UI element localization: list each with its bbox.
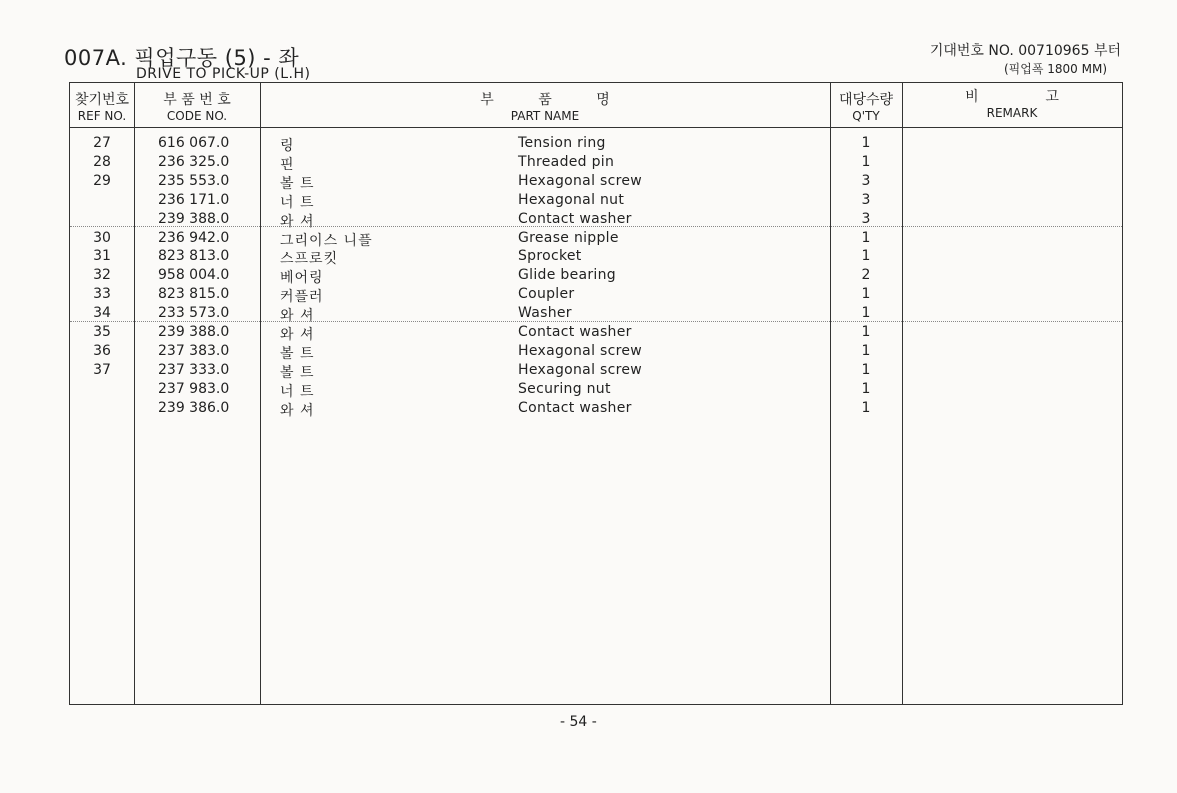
table-row — [70, 381, 1122, 400]
name-en-cell: Contact washer — [518, 210, 632, 227]
table-row — [70, 173, 1122, 192]
table-row — [70, 400, 1122, 419]
table-row — [70, 154, 1122, 173]
code-cell: 236 942.0 — [158, 229, 230, 246]
col-header-ref-ko: 찾기번호 — [74, 92, 130, 108]
name-en-cell: Hexagonal screw — [518, 361, 643, 378]
parts-table — [69, 82, 1123, 705]
qty-cell: 1 — [861, 248, 871, 265]
code-cell: 237 383.0 — [158, 342, 230, 359]
page-number: - 54 - — [560, 714, 597, 730]
name-en-cell: Hexagonal nut — [518, 191, 625, 208]
name-ko-cell: 너 트 — [280, 383, 315, 400]
name-ko-cell: 핀 — [280, 156, 295, 173]
ref-cell: 28 — [93, 153, 111, 170]
code-cell: 233 573.0 — [158, 305, 230, 322]
code-cell: 239 386.0 — [158, 399, 230, 416]
qty-cell: 1 — [861, 380, 871, 397]
col-header-code — [134, 92, 260, 124]
ref-cell: 32 — [93, 267, 111, 284]
qty-cell: 1 — [861, 342, 871, 359]
table-row — [70, 362, 1122, 381]
table-row — [70, 343, 1122, 362]
qty-cell: 1 — [861, 305, 871, 322]
qty-cell: 1 — [861, 286, 871, 303]
name-en-cell: Threaded pin — [518, 153, 615, 170]
col-header-code-ko: 부 품 번 호 — [163, 92, 231, 108]
code-cell: 236 325.0 — [158, 153, 230, 170]
table-row — [70, 305, 1122, 324]
ref-cell: 36 — [93, 342, 111, 359]
col-header-name-ko: 부 품 명 — [480, 92, 610, 108]
name-en-cell: Grease nipple — [518, 229, 619, 246]
code-cell: 823 813.0 — [158, 248, 230, 265]
table-row — [70, 211, 1122, 230]
name-en-cell: Tension ring — [518, 135, 606, 151]
code-cell: 237 983.0 — [158, 380, 230, 397]
col-header-code-en: CODE NO. — [166, 109, 228, 123]
name-en-cell: Sprocket — [518, 248, 582, 265]
col-header-ref — [70, 92, 134, 124]
page-subtitle: DRIVE TO PICK-UP (L.H) — [136, 66, 311, 82]
code-cell: 236 171.0 — [158, 191, 230, 208]
code-cell: 823 815.0 — [158, 286, 230, 303]
qty-cell: 3 — [861, 210, 871, 227]
code-cell: 239 388.0 — [158, 324, 230, 340]
name-en-cell: Washer — [518, 305, 572, 322]
name-ko-cell: 커플러 — [280, 289, 324, 306]
name-en-cell: Contact washer — [518, 399, 632, 416]
ref-cell: 35 — [93, 324, 111, 340]
qty-cell: 1 — [861, 399, 871, 416]
col-header-remark-ko: 비 고 — [965, 89, 1059, 105]
name-en-cell: Coupler — [518, 286, 575, 303]
ref-cell: 30 — [93, 229, 111, 246]
qty-cell: 2 — [861, 267, 871, 284]
table-row — [70, 248, 1122, 267]
ref-cell: 29 — [93, 172, 111, 189]
table-row — [70, 192, 1122, 211]
qty-cell: 1 — [861, 135, 871, 151]
col-header-qty-en: Q'TY — [852, 109, 880, 123]
qty-cell: 1 — [861, 324, 871, 340]
col-header-remark — [902, 89, 1122, 121]
code-cell: 237 333.0 — [158, 361, 230, 378]
name-en-cell: Hexagonal screw — [518, 172, 643, 189]
ref-cell: 37 — [93, 361, 111, 378]
qty-cell: 1 — [861, 153, 871, 170]
table-row — [70, 135, 1122, 154]
ref-cell: 31 — [93, 248, 111, 265]
name-ko-cell: 볼 트 — [280, 364, 315, 381]
col-header-name-en: PART NAME — [510, 109, 580, 123]
name-ko-cell: 링 — [280, 138, 295, 154]
ref-cell: 34 — [93, 305, 111, 322]
qty-cell: 3 — [861, 191, 871, 208]
name-ko-cell: 볼 트 — [280, 175, 315, 192]
name-en-cell: Hexagonal screw — [518, 342, 643, 359]
table-row — [70, 324, 1122, 343]
col-header-name — [260, 92, 830, 124]
col-header-qty — [830, 92, 902, 124]
name-en-cell: Glide bearing — [518, 267, 616, 284]
code-cell: 958 004.0 — [158, 267, 230, 284]
name-ko-cell: 너 트 — [280, 194, 315, 211]
ref-cell: 33 — [93, 286, 111, 303]
col-header-ref-en: REF NO. — [77, 109, 127, 123]
name-ko-cell: 와 셔 — [280, 327, 315, 343]
page-title: 007A. 픽업구동 (5) - 좌 — [64, 46, 300, 70]
header-divider — [70, 127, 1122, 128]
ref-cell: 27 — [93, 135, 111, 151]
code-cell: 235 553.0 — [158, 172, 230, 189]
table-row — [70, 230, 1122, 249]
name-ko-cell: 볼 트 — [280, 345, 315, 362]
model-number: 기대번호 NO. 00710965 부터 — [929, 43, 1121, 59]
qty-cell: 1 — [861, 361, 871, 378]
name-en-cell: Securing nut — [518, 380, 611, 397]
qty-cell: 3 — [861, 172, 871, 189]
width-note: (픽업폭 1800 MM) — [1003, 62, 1107, 76]
table-row — [70, 267, 1122, 286]
table-row — [70, 286, 1122, 305]
code-cell: 239 388.0 — [158, 210, 230, 227]
name-en-cell: Contact washer — [518, 324, 632, 340]
qty-cell: 1 — [861, 229, 871, 246]
name-ko-cell: 그리이스 니플 — [280, 232, 373, 249]
code-cell: 616 067.0 — [158, 135, 230, 151]
name-ko-cell: 와 셔 — [280, 213, 315, 230]
name-ko-cell: 베어링 — [280, 270, 324, 287]
name-ko-cell: 스프로킷 — [280, 251, 339, 268]
col-header-remark-en: REMARK — [986, 106, 1038, 120]
col-header-qty-ko: 대당수량 — [838, 92, 894, 108]
name-ko-cell: 와 셔 — [280, 308, 315, 325]
name-ko-cell: 와 셔 — [280, 402, 315, 419]
